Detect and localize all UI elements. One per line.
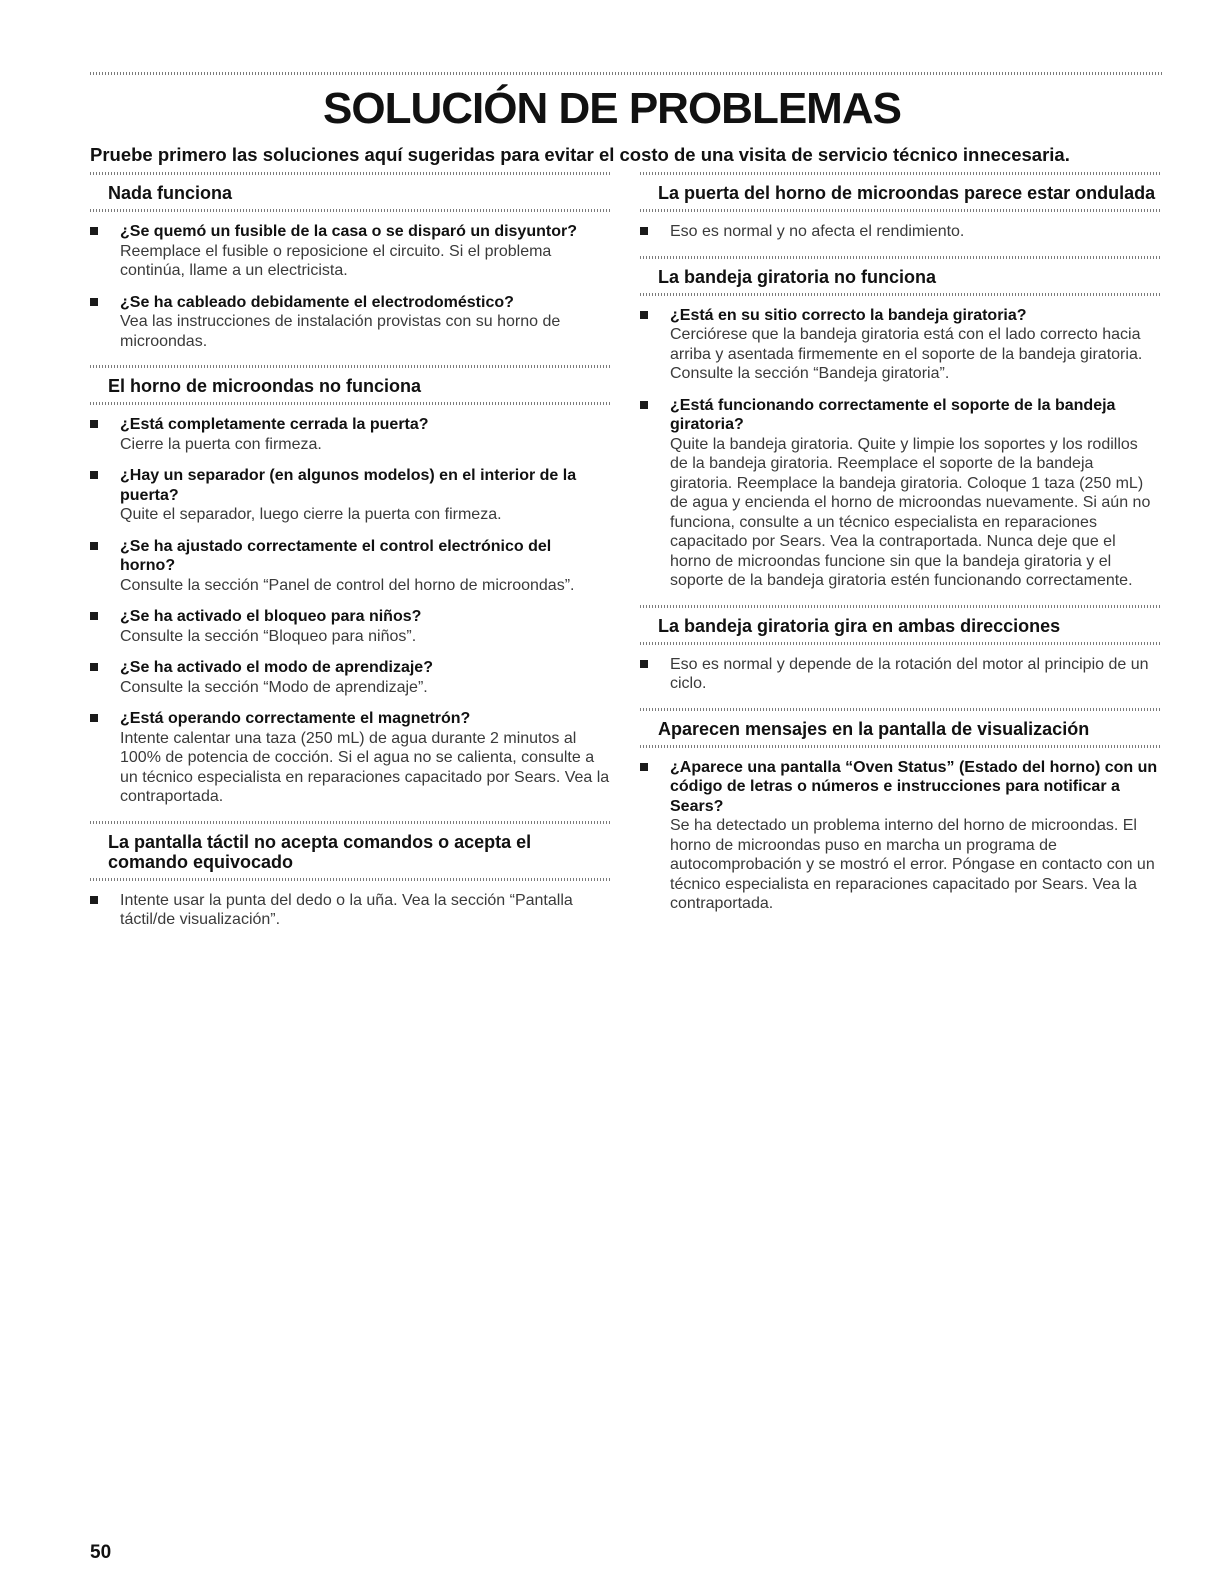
page-title: SOLUCIÓN DE PROBLEMAS (323, 84, 901, 133)
question: ¿Está funcionando correctamente el soporte de la bandeja giratoria? (670, 396, 1116, 433)
question: ¿Se quemó un fusible de la casa o se disparó un disyuntor? (120, 223, 577, 240)
bullet-icon (640, 401, 648, 409)
list-item (90, 466, 610, 525)
bullet-icon (90, 542, 98, 550)
answer: Cerciórese que la bandeja giratoria está con el lado correcto hacia arriba y asentada firmemente en el soporte de la bandeja giratoria. Consulte la sección “Bandeja giratoria”. (670, 326, 1143, 382)
list-item (640, 758, 1160, 914)
section-divider (90, 878, 610, 881)
question: ¿Se ha activado el bloqueo para niños? (120, 608, 422, 625)
section-divider (640, 745, 1160, 748)
section-turntable-both-directions (640, 605, 1160, 694)
section-turntable-not-working (640, 256, 1160, 591)
answer: Quite el separador, luego cierre la puerta con firmeza. (120, 506, 502, 523)
section-divider (90, 402, 610, 405)
bullet-icon (640, 227, 648, 235)
answer: Consulte la sección “Panel de control del horno de microondas”. (120, 576, 575, 594)
bullet-icon (640, 763, 648, 771)
bullet-icon (640, 660, 648, 668)
list-item (90, 709, 610, 807)
list-item (90, 891, 610, 930)
bullet-icon (90, 420, 98, 428)
section-heading: La pantalla táctil no acepta comandos o acepta el comando equivocado (108, 831, 532, 872)
section-heading: Nada funciona (108, 183, 233, 203)
bullet-icon (90, 471, 98, 479)
list-item (640, 655, 1160, 694)
question: ¿Se ha ajustado correctamente el control electrónico del horno? (120, 537, 552, 574)
section-heading: Aparecen mensajes en la pantalla de visualización (658, 718, 1090, 739)
bullet-icon (90, 896, 98, 904)
list-item (90, 537, 610, 596)
left-column (90, 172, 610, 944)
question: ¿Hay un separador (en algunos modelos) en el interior de la puerta? (120, 467, 577, 504)
answer: Eso es normal y depende de la rotación del motor al principio de un ciclo. (670, 655, 1149, 692)
answer: Se ha detectado un problema interno del horno de microondas. El horno de microondas puso en marcha un programa de autocomprobación y se mostró el error. Póngase en contacto con un técnico especialista en reparaciones capacitado por Sears. Vea la contraportada. (670, 817, 1155, 912)
bullet-icon (90, 714, 98, 722)
right-column (640, 172, 1160, 928)
answer: Consulte la sección “Bloqueo para niños”. (120, 627, 417, 645)
section-heading: La bandeja giratoria gira en ambas direcciones (658, 615, 1061, 636)
section-door-wavy (640, 172, 1160, 242)
question: ¿Se ha cableado debidamente el electrodoméstico? (120, 293, 514, 311)
section-divider (640, 293, 1160, 296)
intro-text: Pruebe primero las soluciones aquí sugeridas para evitar el costo de una visita de servicio técnico innecesaria. (90, 144, 1070, 165)
bullet-icon (90, 663, 98, 671)
bullet-icon (90, 298, 98, 306)
section-touch-screen (90, 821, 610, 930)
bullet-icon (90, 612, 98, 620)
top-divider (90, 72, 1162, 75)
answer: Cierre la puerta con firmeza. (120, 435, 322, 453)
question: ¿Está operando correctamente el magnetrón? (120, 710, 471, 727)
answer: Vea las instrucciones de instalación provistas con su horno de microondas. (120, 313, 561, 350)
answer: Quite la bandeja giratoria. Quite y limpie los soportes y los rodillos de la bandeja giratoria. Reemplace el soporte de la bandeja giratoria. Reemplace la bandeja giratoria. Coloque 1 taza (250 mL) de agua y encienda el horno de microondas nuevamente. Si aún no funciona, consulte a un técnico especialista en reparaciones capacitado por Sears. Vea la contraportada. Nunca deje que el horno de microondas funcione sin que la bandeja giratoria y el soporte de la bandeja giratoria estén funcionando correctamente. (670, 435, 1151, 589)
answer: Reemplace el fusible o reposicione el circuito. Si el problema continúa, llame a un electricista. (120, 242, 552, 279)
page-number: 50 (90, 1542, 112, 1563)
list-item (640, 306, 1160, 384)
section-heading: La bandeja giratoria no funciona (658, 266, 937, 287)
question: ¿Se ha activado el modo de aprendizaje? (120, 659, 433, 676)
bullet-icon (640, 311, 648, 319)
section-divider (90, 209, 610, 212)
section-heading: El horno de microondas no funciona (108, 376, 422, 396)
answer: Intente usar la punta del dedo o la uña. Vea la sección “Pantalla táctil/de visualización”. (120, 891, 573, 928)
section-microwave-not-working (90, 365, 610, 807)
section-divider (640, 209, 1160, 212)
list-item (90, 658, 610, 697)
list-item (90, 607, 610, 646)
list-item (90, 222, 610, 281)
list-item (90, 293, 610, 352)
list-item (90, 415, 610, 454)
answer: Consulte la sección “Modo de aprendizaje”. (120, 678, 428, 696)
section-display-messages (640, 708, 1160, 914)
question: ¿Está en su sitio correcto la bandeja giratoria? (670, 306, 1027, 324)
section-nothing-works (90, 172, 610, 351)
section-divider (640, 642, 1160, 645)
list-item (640, 222, 1160, 242)
question: ¿Está completamente cerrada la puerta? (120, 416, 429, 433)
question: ¿Aparece una pantalla “Oven Status” (Estado del horno) con un código de letras o números e instrucciones para notificar a Sears? (670, 758, 1158, 815)
list-item (640, 396, 1160, 591)
answer: Eso es normal y no afecta el rendimiento. (670, 223, 965, 240)
bullet-icon (90, 227, 98, 235)
section-heading: La puerta del horno de microondas parece estar ondulada (658, 183, 1156, 203)
answer: Intente calentar una taza (250 mL) de agua durante 2 minutos al 100% de potencia de cocción. Si el agua no se calienta, consulte a un técnico especialista en reparaciones capacitado por Sears. Vea la contraportada. (120, 729, 610, 805)
